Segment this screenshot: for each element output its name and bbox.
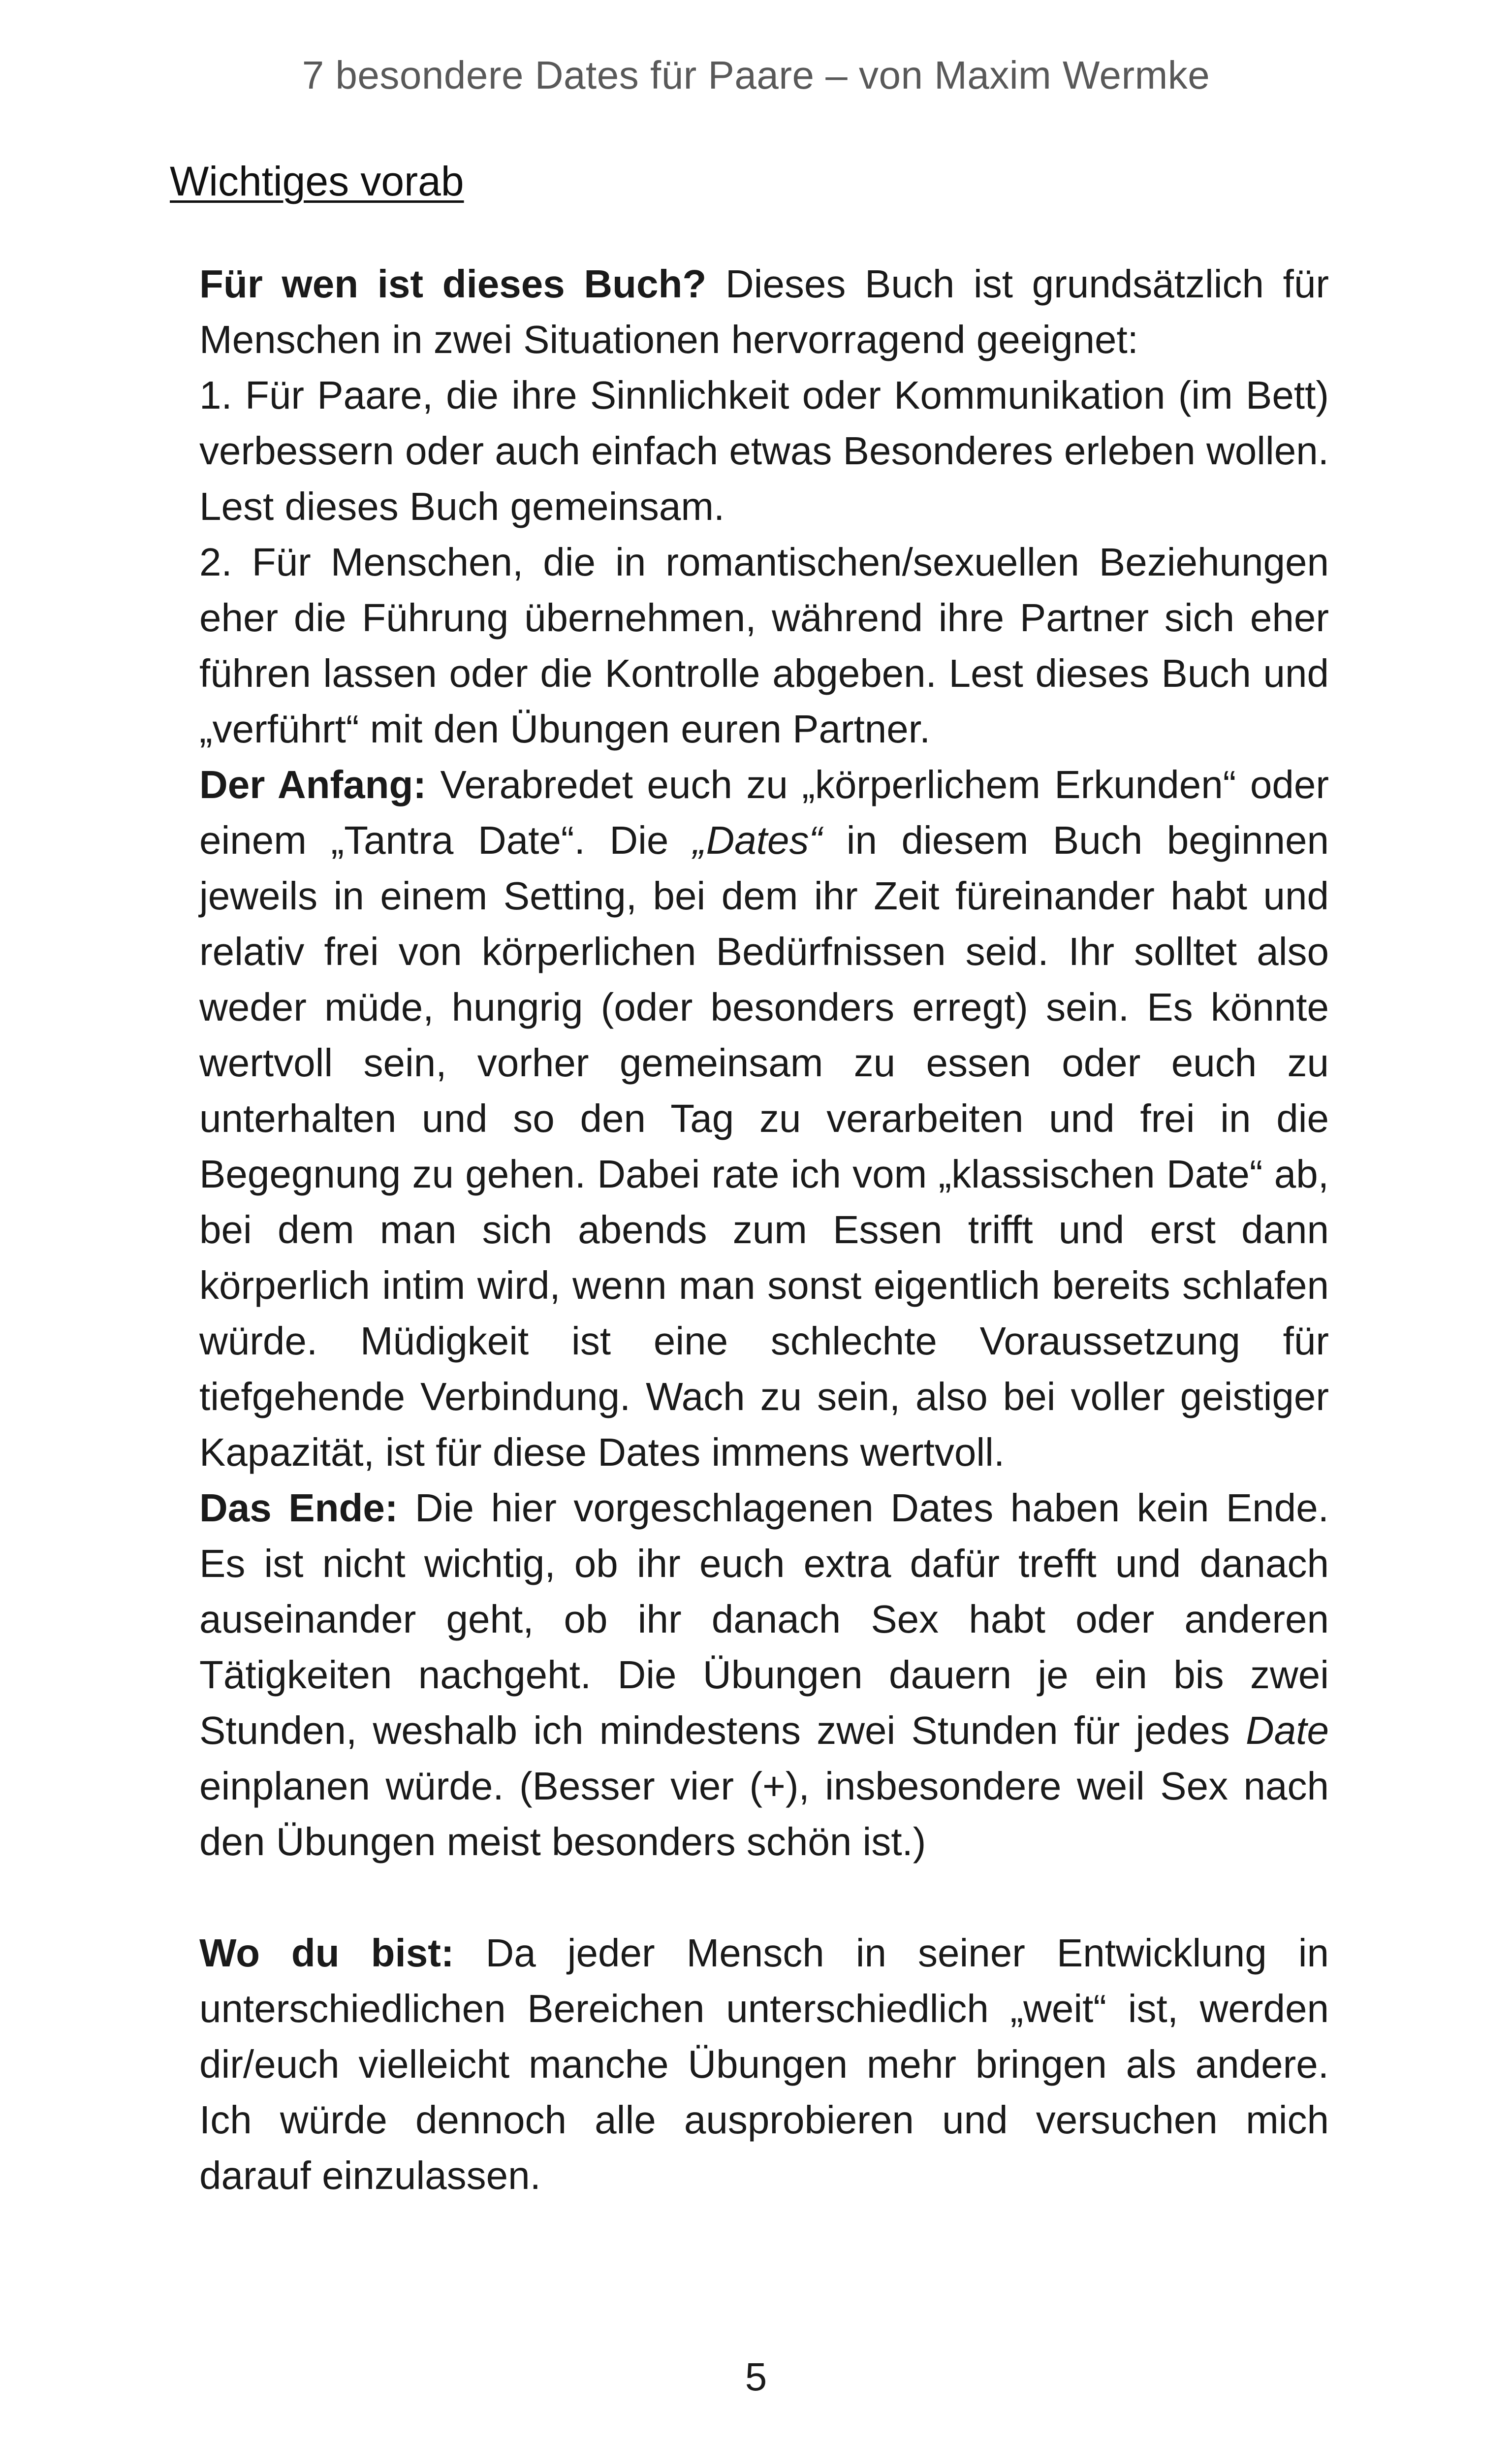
running-header: 7 besondere Dates für Paare – von Maxim Wermke	[302, 53, 1210, 97]
section-heading: Wichtiges vorab	[170, 158, 464, 204]
paragraph-text: Dieses Buch ist grundsätzlich für Menschen in zwei Situationen hervorragend geeignet:	[199, 262, 1329, 361]
paragraph-text: einplanen würde. (Besser vier (+), insbesondere weil Sex nach den Übungen meist besonders schön ist.)	[199, 1764, 1329, 1864]
paragraph-text: Verabredet euch zu „körperlichem Erkunden“ oder einem „Tantra Date“. Die	[199, 763, 1329, 862]
paragraph-lead: Wo du bist:	[199, 1931, 454, 1975]
paragraph-audience	[199, 256, 1329, 367]
paragraph-end	[199, 1480, 1329, 1869]
paragraph-beginning	[199, 757, 1329, 1480]
paragraph-italic: Date	[1246, 1708, 1329, 1752]
body-text	[199, 256, 1329, 2203]
paragraph-text: 2. Für Menschen, die in romantischen/sexuellen Beziehungen eher die Führung übernehmen, während ihre Partner sich eher führen lassen oder die Kontrolle abgeben. Lest dieses Buch und „verführt“ mit den Übungen euren Partner.	[199, 540, 1329, 751]
paragraph-lead: Für wen ist dieses Buch?	[199, 262, 707, 306]
paragraph-where-you-are	[199, 1925, 1329, 2203]
paragraph-leaders	[199, 534, 1329, 757]
paragraph-italic: „Dates“	[693, 818, 822, 862]
paragraph-text: 1. Für Paare, die ihre Sinnlichkeit oder Kommunikation (im Bett) verbessern oder auch einfach etwas Besonderes erleben wollen. Lest dieses Buch gemeinsam.	[199, 373, 1329, 528]
paragraph-text: in diesem Buch beginnen jeweils in einem Setting, bei dem ihr Zeit füreinander habt und relativ frei von körperlichen Bedürfnissen seid. Ihr solltet also weder müde, hungrig (oder besonders erregt) sein. Es könnte wertvoll sein, vorher gemeinsam zu essen oder euch zu unterhalten und so den Tag zu verarbeiten und frei in die Begegnung zu gehen. Dabei rate ich vom „klassischen Date“ ab, bei dem man sich abends zum Essen trifft und erst dann körperlich intim wird, wenn man sonst eigentlich bereits schlafen würde. Müdigkeit ist eine schlechte Voraussetzung für tiefgehende Verbindung. Wach zu sein, also bei voller geistiger Kapazität, ist für diese Dates immens wertvoll.	[199, 818, 1329, 1474]
paragraph-lead: Der Anfang:	[199, 763, 427, 806]
page-number: 5	[745, 2355, 767, 2399]
paragraph-lead: Das Ende:	[199, 1486, 398, 1530]
paragraph-text: Da jeder Mensch in seiner Entwicklung in unterschiedlichen Bereichen unterschiedlich „weit“ ist, werden dir/euch vielleicht manche Übungen mehr bringen als andere. Ich würde dennoch alle ausprobieren und versuchen mich darauf einzulassen.	[199, 1931, 1329, 2197]
paragraph-couples	[199, 367, 1329, 534]
paragraph-text: Die hier vorgeschlagenen Dates haben kein Ende. Es ist nicht wichtig, ob ihr euch extra dafür trefft und danach auseinander geht, ob ihr danach Sex habt oder anderen Tätigkeiten nachgeht. Die Übungen dauern je ein bis zwei Stunden, weshalb ich mindestens zwei Stunden für jedes	[199, 1486, 1329, 1752]
